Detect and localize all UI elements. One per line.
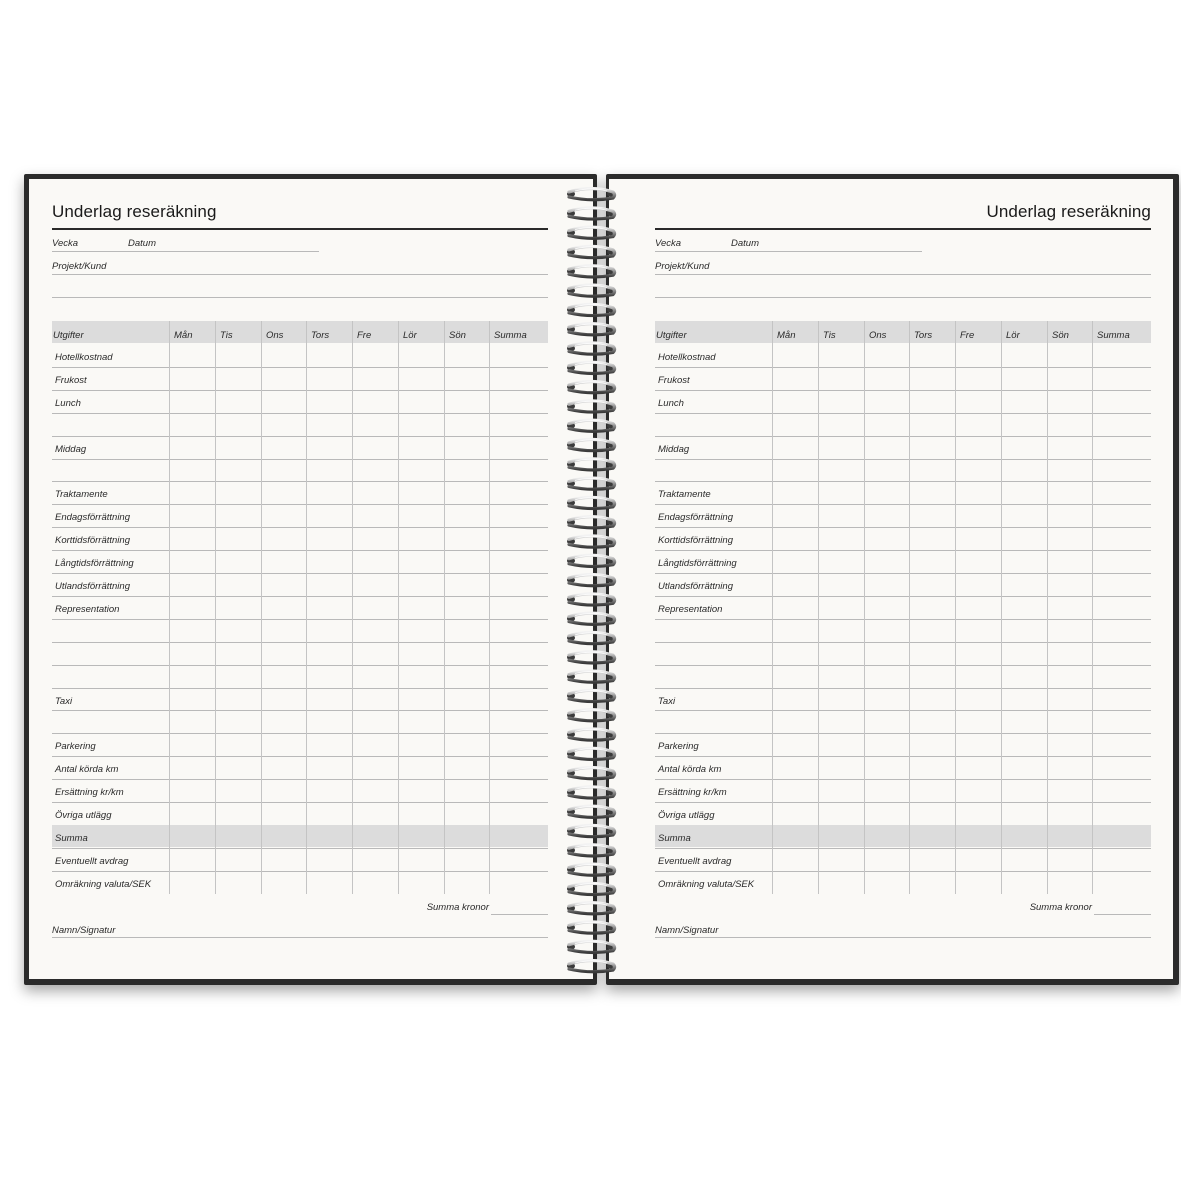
spiral-coil [567, 189, 615, 200]
row-label: Korttidsförrättning [55, 535, 130, 547]
spiral-coil [567, 632, 615, 643]
row-line [655, 390, 1151, 391]
date-label: Datum [128, 238, 156, 249]
page-title: Underlag reseräkning [986, 202, 1151, 221]
row-label: Endagsförrättning [658, 512, 733, 524]
row-label: Övriga utlägg [55, 810, 112, 821]
spiral-coil [567, 690, 615, 701]
table-header-band [52, 321, 548, 343]
spiral-coil [567, 922, 615, 933]
row-line [655, 619, 1151, 620]
spiral-coil [567, 941, 615, 952]
signature-line [655, 937, 1151, 938]
spiral-coil [567, 555, 615, 566]
row-line [655, 459, 1151, 460]
week-label: Vecka [52, 238, 79, 249]
spiral-coil [567, 883, 615, 894]
column-header: Ons [869, 330, 887, 341]
row-line [655, 436, 1151, 437]
row-line [655, 802, 1151, 803]
row-line [52, 733, 548, 734]
row-label: Hotellkostnad [55, 352, 113, 363]
row-label: Antal körda km [55, 764, 119, 776]
row-line [655, 779, 1151, 780]
row-line [655, 504, 1151, 505]
spiral-coil [567, 729, 615, 740]
row-line [52, 848, 548, 849]
spiral-coil [567, 864, 615, 875]
spiral-coil [567, 594, 615, 605]
row-line [52, 390, 548, 391]
spiral-coil [567, 285, 615, 296]
column-header: Utgifter [53, 330, 84, 341]
row-line [655, 527, 1151, 528]
row-line [655, 413, 1151, 414]
week-label: Vecka [655, 238, 682, 249]
spiral-coil [567, 208, 615, 219]
row-line [52, 573, 548, 574]
row-label: Summa [55, 832, 88, 844]
row-label: Taxi [658, 695, 676, 707]
summa-row-band [655, 825, 1151, 847]
column-line [1092, 321, 1093, 894]
spiral-coil [567, 497, 615, 508]
project-line-2 [655, 297, 1151, 298]
row-line [52, 459, 548, 460]
row-line [655, 665, 1151, 666]
row-label: Utlandsförrättning [658, 581, 733, 592]
column-header: Tors [914, 330, 933, 341]
row-line [655, 642, 1151, 643]
column-line [306, 321, 307, 894]
column-header: Sön [1052, 330, 1069, 341]
spiral-coil [567, 324, 615, 335]
spiral-coil [567, 825, 615, 836]
column-header: Lör [403, 330, 417, 341]
row-line [52, 481, 548, 482]
spiral-coil [567, 613, 615, 624]
row-label: Antal körda km [658, 764, 722, 776]
spiral-coil [567, 768, 615, 779]
project-label: Projekt/Kund [655, 261, 710, 272]
column-line [818, 321, 819, 894]
row-line [52, 436, 548, 437]
project-line [655, 274, 1151, 275]
row-line [655, 481, 1151, 482]
column-header: Tis [823, 330, 836, 341]
column-line [1047, 321, 1048, 894]
column-header: Mån [174, 330, 193, 341]
column-header: Summa [494, 330, 527, 341]
row-label: Omräkning valuta/SEK [658, 878, 755, 890]
row-line [655, 871, 1151, 872]
row-label: Omräkning valuta/SEK [55, 878, 152, 890]
signature-line [52, 937, 548, 938]
spiral-coil [567, 304, 615, 315]
spiral-coil [567, 903, 615, 914]
row-line [655, 756, 1151, 757]
total-label: Summa kronor [426, 902, 489, 913]
row-line [655, 733, 1151, 734]
row-line [52, 504, 548, 505]
row-line [52, 779, 548, 780]
column-line [169, 321, 170, 894]
week-date-line [655, 251, 922, 252]
row-line [655, 688, 1151, 689]
column-line [955, 321, 956, 894]
row-line [52, 413, 548, 414]
column-header: Fre [960, 330, 975, 341]
spiral-binding [563, 182, 619, 982]
column-line [864, 321, 865, 894]
row-label: Övriga utlägg [658, 810, 715, 821]
spiral-coil [567, 227, 615, 238]
row-label: Parkering [55, 741, 96, 753]
spiral-coil [567, 710, 615, 721]
spiral-coil [567, 246, 615, 257]
column-header: Fre [357, 330, 372, 341]
row-line [655, 848, 1151, 849]
column-line [1001, 321, 1002, 894]
row-label: Lunch [658, 397, 684, 409]
spiral-coil [567, 459, 615, 470]
row-line [52, 619, 548, 620]
column-header: Ons [266, 330, 284, 341]
signature-label: Namn/Signatur [655, 925, 719, 936]
table-header-band [655, 321, 1151, 343]
column-line [398, 321, 399, 894]
row-line [52, 527, 548, 528]
total-line [1094, 914, 1151, 915]
row-line [52, 871, 548, 872]
column-line [215, 321, 216, 894]
column-line [352, 321, 353, 894]
project-line [52, 274, 548, 275]
spiral-coil [567, 343, 615, 354]
row-line [52, 688, 548, 689]
row-line [52, 756, 548, 757]
row-label: Eventuellt avdrag [658, 855, 732, 867]
column-line [444, 321, 445, 894]
row-line [52, 367, 548, 368]
spiral-coil [567, 748, 615, 759]
row-label: Lunch [55, 397, 81, 409]
column-line [909, 321, 910, 894]
spiral-coil [567, 671, 615, 682]
spiral-coil [567, 478, 615, 489]
row-label: Traktamente [55, 489, 108, 501]
row-label: Utlandsförrättning [55, 581, 130, 592]
row-label: Frukost [55, 374, 87, 386]
spiral-coil [567, 652, 615, 663]
row-label: Taxi [55, 695, 73, 707]
row-label: Traktamente [658, 489, 711, 501]
spiral-coil [567, 420, 615, 431]
row-label: Middag [55, 443, 87, 455]
spiral-coil [567, 575, 615, 586]
column-header: Sön [449, 330, 466, 341]
spiral-coil [567, 439, 615, 450]
spiral-coil [567, 517, 615, 528]
spiral-coil [567, 382, 615, 393]
total-line [491, 914, 548, 915]
title-rule [655, 228, 1151, 230]
total-label: Summa kronor [1029, 902, 1092, 913]
row-label: Eventuellt avdrag [55, 855, 129, 867]
column-line [772, 321, 773, 894]
row-label: Ersättning kr/km [658, 787, 727, 799]
column-header: Tis [220, 330, 233, 341]
column-line [489, 321, 490, 894]
row-line [52, 665, 548, 666]
spiral-coil [567, 362, 615, 373]
row-line [655, 573, 1151, 574]
week-date-line [52, 251, 319, 252]
row-label: Hotellkostnad [658, 352, 716, 363]
date-label: Datum [731, 238, 759, 249]
title-rule [52, 228, 548, 230]
project-line-2 [52, 297, 548, 298]
row-label: Ersättning kr/km [55, 787, 124, 799]
row-line [655, 710, 1151, 711]
signature-label: Namn/Signatur [52, 925, 116, 936]
spiral-coil [567, 401, 615, 412]
row-label: Representation [658, 603, 723, 615]
row-label: Summa [658, 832, 691, 844]
page-title: Underlag reseräkning [52, 202, 217, 221]
spiral-coil [567, 266, 615, 277]
row-line [52, 642, 548, 643]
spiral-coil [567, 536, 615, 547]
row-line [655, 367, 1151, 368]
column-header: Summa [1097, 330, 1130, 341]
row-line [655, 550, 1151, 551]
row-label: Långtidsförrättning [658, 558, 737, 570]
spiral-coil [567, 961, 615, 972]
row-label: Korttidsförrättning [658, 535, 733, 547]
row-label: Parkering [658, 741, 699, 753]
spiral-coil [567, 845, 615, 856]
column-header: Utgifter [656, 330, 687, 341]
row-line [52, 802, 548, 803]
spiral-coil [567, 787, 615, 798]
row-line [52, 596, 548, 597]
row-label: Frukost [658, 374, 690, 386]
column-header: Mån [777, 330, 796, 341]
row-line [52, 710, 548, 711]
project-label: Projekt/Kund [52, 261, 107, 272]
summa-row-band [52, 825, 548, 847]
column-line [261, 321, 262, 894]
spiral-coil [567, 806, 615, 817]
row-line [655, 596, 1151, 597]
row-label: Middag [658, 443, 690, 455]
row-label: Representation [55, 603, 120, 615]
row-label: Endagsförrättning [55, 512, 130, 524]
row-line [52, 550, 548, 551]
column-header: Lör [1006, 330, 1020, 341]
row-label: Långtidsförrättning [55, 558, 134, 570]
column-header: Tors [311, 330, 330, 341]
